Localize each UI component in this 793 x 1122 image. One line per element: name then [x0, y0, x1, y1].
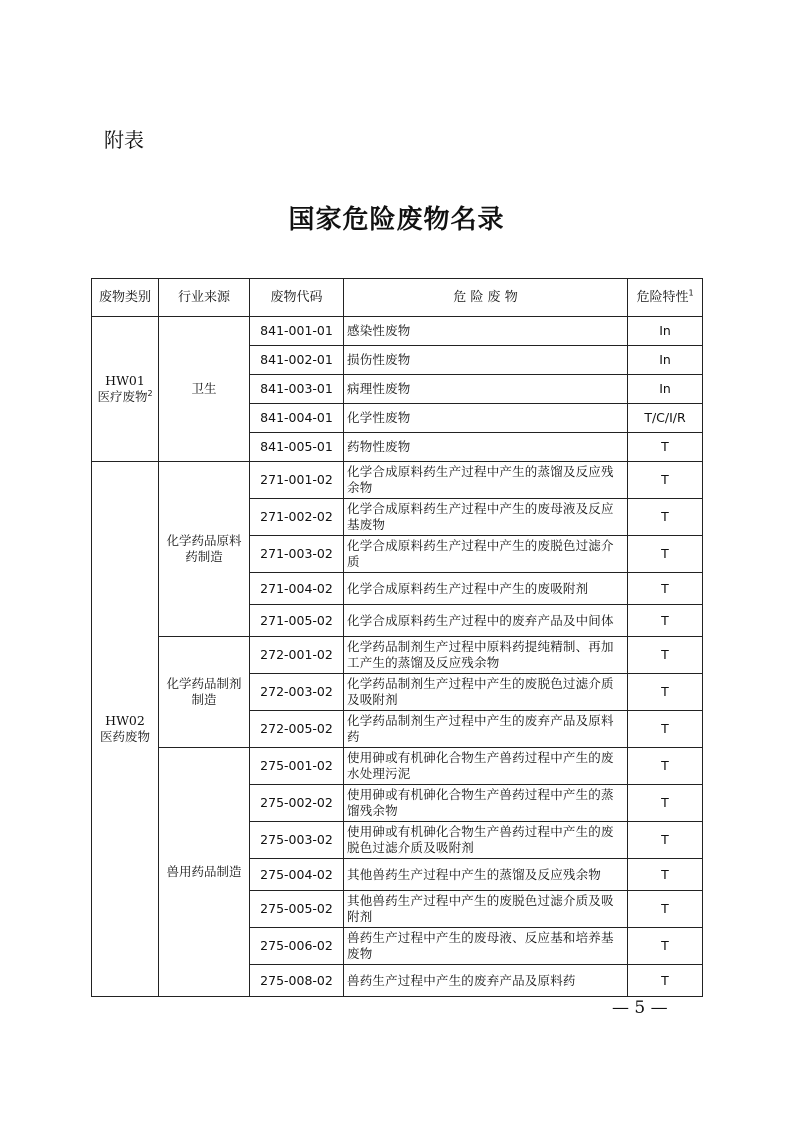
waste-description: 其他兽药生产过程中产生的蒸馏及反应残余物: [344, 859, 628, 891]
waste-description: 化学药品制剂生产过程中产生的废脱色过滤介质及吸附剂: [344, 674, 628, 711]
waste-code: 272-001-02: [250, 637, 344, 674]
industry-cell: 化学药品原料药制造: [159, 462, 250, 637]
hazard-characteristic: T/C/I/R: [628, 404, 703, 433]
waste-description: 化学合成原料药生产过程中产生的废母液及反应基废物: [344, 499, 628, 536]
waste-description: 使用砷或有机砷化合物生产兽药过程中产生的废水处理污泥: [344, 748, 628, 785]
footnote-marker: 1: [688, 288, 694, 298]
waste-code: 841-002-01: [250, 346, 344, 375]
waste-description: 使用砷或有机砷化合物生产兽药过程中产生的蒸馏残余物: [344, 785, 628, 822]
waste-code: 275-004-02: [250, 859, 344, 891]
waste-description: 化学合成原料药生产过程中产生的废吸附剂: [344, 573, 628, 605]
table-header-row: [92, 279, 703, 317]
waste-code: 271-004-02: [250, 573, 344, 605]
waste-description: 其他兽药生产过程中产生的废脱色过滤介质及吸附剂: [344, 891, 628, 928]
category-name: 医疗废物: [97, 389, 148, 404]
hazard-characteristic: T: [628, 785, 703, 822]
header-industry: 行业来源: [159, 279, 250, 317]
waste-description: 兽药生产过程中产生的废母液、反应基和培养基废物: [344, 928, 628, 965]
hazard-characteristic: T: [628, 637, 703, 674]
industry-cell: 化学药品制剂制造: [159, 637, 250, 748]
hazard-characteristic: T: [628, 433, 703, 462]
category-name: 医药废物: [99, 729, 150, 744]
waste-code: 841-001-01: [250, 317, 344, 346]
waste-code: 275-008-02: [250, 965, 344, 997]
hazard-characteristic: T: [628, 822, 703, 859]
category-cell-hw01: [92, 317, 159, 462]
waste-code: 271-005-02: [250, 605, 344, 637]
header-category: 废物类别: [92, 279, 159, 317]
category-code: HW01: [105, 373, 145, 388]
waste-description: 化学药品制剂生产过程中原料药提纯精制、再加工产生的蒸馏及反应残余物: [344, 637, 628, 674]
hazard-characteristic: T: [628, 891, 703, 928]
waste-description: 药物性废物: [344, 433, 628, 462]
waste-description: 化学合成原料药生产过程中的废弃产品及中间体: [344, 605, 628, 637]
hazard-characteristic: T: [628, 536, 703, 573]
appendix-label: 附表: [104, 128, 144, 152]
waste-code: 271-003-02: [250, 536, 344, 573]
category-code: HW02: [105, 713, 145, 728]
hazard-characteristic: T: [628, 859, 703, 891]
table-row: [92, 748, 703, 785]
hazard-characteristic: T: [628, 605, 703, 637]
table-row: [92, 637, 703, 674]
waste-code: 275-001-02: [250, 748, 344, 785]
page-number: — 5 —: [612, 998, 668, 1018]
waste-code: 272-005-02: [250, 711, 344, 748]
header-waste: 危 险 废 物: [344, 279, 628, 317]
waste-code: 271-002-02: [250, 499, 344, 536]
waste-description: 病理性废物: [344, 375, 628, 404]
waste-description: 化学合成原料药生产过程中产生的废脱色过滤介质: [344, 536, 628, 573]
waste-description: 损伤性废物: [344, 346, 628, 375]
waste-code: 275-002-02: [250, 785, 344, 822]
category-cell-hw02: [92, 462, 159, 997]
waste-description: 使用砷或有机砷化合物生产兽药过程中产生的废脱色过滤介质及吸附剂: [344, 822, 628, 859]
waste-description: 兽药生产过程中产生的废弃产品及原料药: [344, 965, 628, 997]
header-code: 废物代码: [250, 279, 344, 317]
table-row: [92, 462, 703, 499]
hazard-characteristic: In: [628, 346, 703, 375]
document-title: 国家危险废物名录: [288, 205, 505, 235]
table-row: [92, 317, 703, 346]
hazard-characteristic: T: [628, 499, 703, 536]
hazard-characteristic: T: [628, 462, 703, 499]
waste-code: 272-003-02: [250, 674, 344, 711]
waste-code: 841-004-01: [250, 404, 344, 433]
header-characteristic-label: 危险特性: [636, 289, 689, 305]
hazard-characteristic: T: [628, 674, 703, 711]
header-characteristic: [628, 279, 703, 317]
waste-description: 化学药品制剂生产过程中产生的废弃产品及原料药: [344, 711, 628, 748]
hazard-characteristic: T: [628, 928, 703, 965]
hazard-characteristic: T: [628, 965, 703, 997]
waste-code: 275-003-02: [250, 822, 344, 859]
hazard-characteristic: In: [628, 375, 703, 404]
waste-code: 841-005-01: [250, 433, 344, 462]
waste-code: 275-005-02: [250, 891, 344, 928]
hazard-characteristic: T: [628, 711, 703, 748]
hazard-characteristic: T: [628, 748, 703, 785]
hazard-characteristic: In: [628, 317, 703, 346]
waste-code: 841-003-01: [250, 375, 344, 404]
waste-description: 化学性废物: [344, 404, 628, 433]
waste-description: 感染性废物: [344, 317, 628, 346]
waste-code: 275-006-02: [250, 928, 344, 965]
footnote-marker: 2: [147, 388, 153, 398]
hazardous-waste-table: [91, 278, 703, 997]
industry-cell: 卫生: [159, 317, 250, 462]
waste-description: 化学合成原料药生产过程中产生的蒸馏及反应残余物: [344, 462, 628, 499]
hazard-characteristic: T: [628, 573, 703, 605]
waste-code: 271-001-02: [250, 462, 344, 499]
industry-cell: 兽用药品制造: [159, 748, 250, 997]
